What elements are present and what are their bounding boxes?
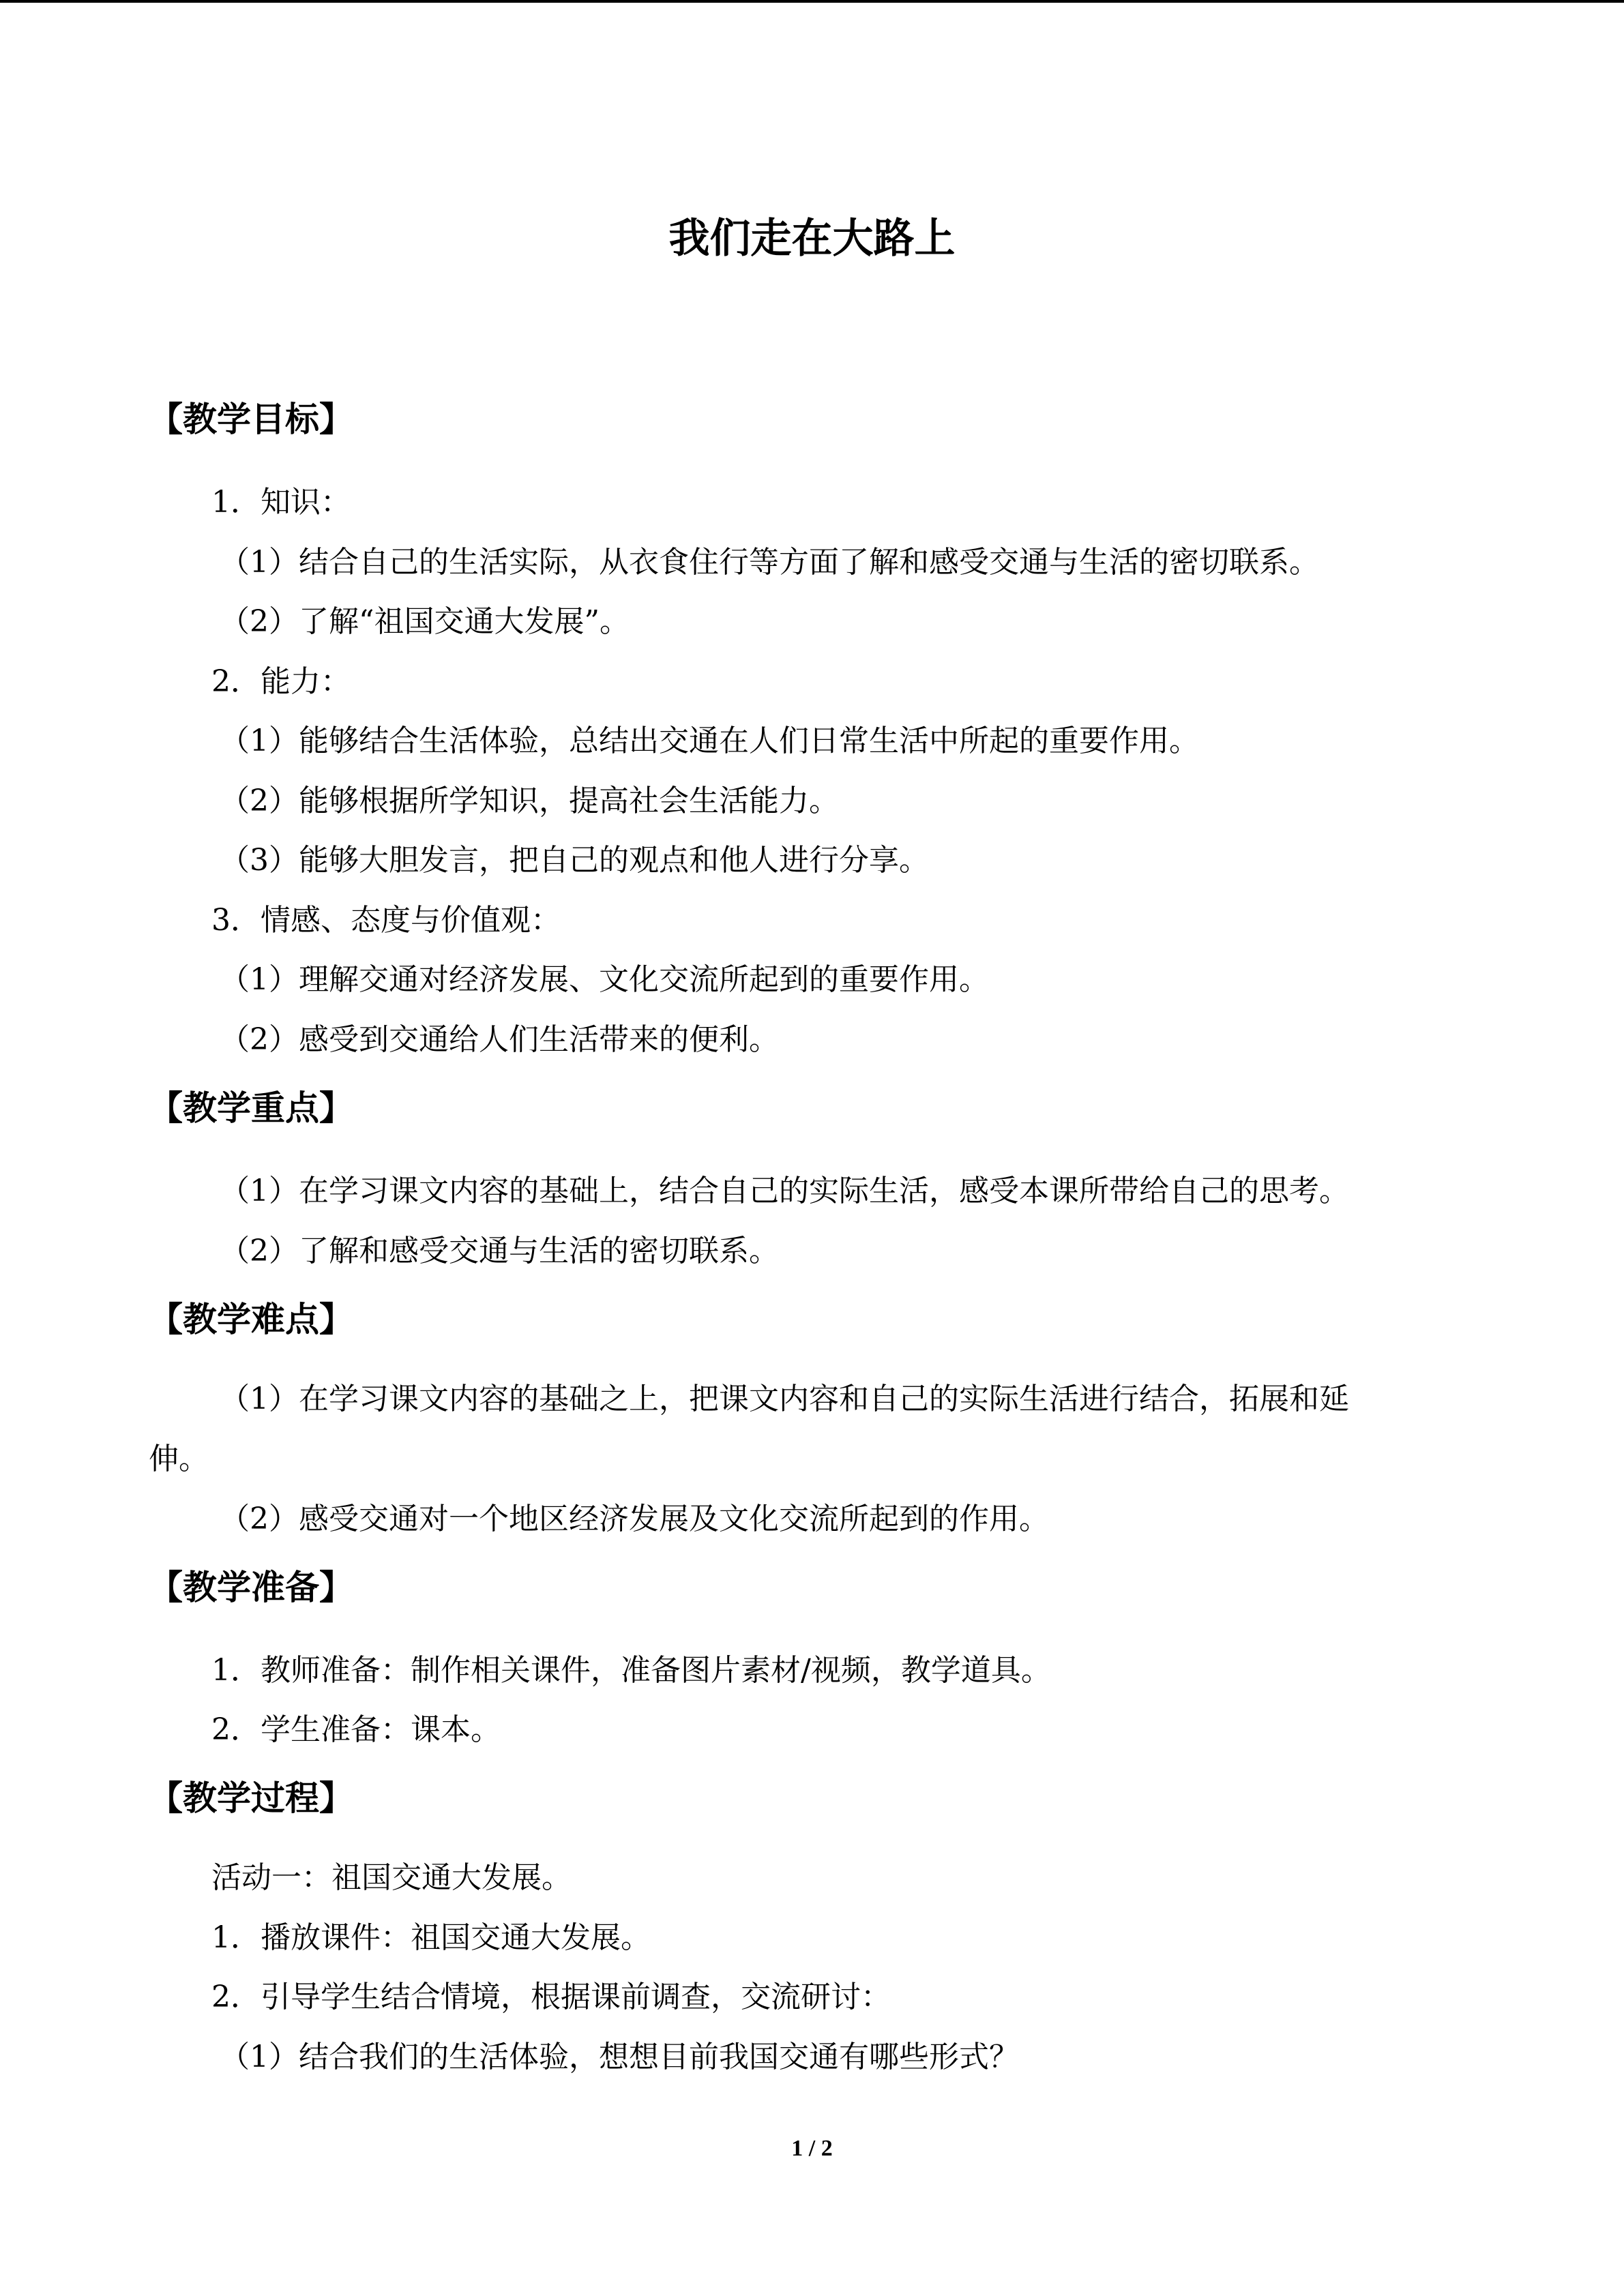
key-points-line: （2）了解和感受交通与生活的密切联系。 (220, 1234, 779, 1268)
process-line: （1）结合我们的生活体验，想想目前我国交通有哪些形式？ (220, 2040, 1019, 2074)
process-line: 2．引导学生结合情境，根据课前调查，交流研讨： (211, 1980, 891, 2014)
key-points-line: （1）在学习课文内容的基础上，结合自己的实际生活，感受本课所带给自己的思考。 (220, 1174, 1349, 1208)
process-line: 1．播放课件：祖国交通大发展。 (211, 1920, 651, 1955)
preparation-line: 2．学生准备：课本。 (211, 1712, 501, 1747)
goals-line: （1）能够结合生活体验，总结出交通在人们日常生活中所起的重要作用。 (220, 724, 1199, 758)
difficulties-line: （1）在学习课文内容的基础之上，把课文内容和自己的实际生活进行结合，拓展和延 (220, 1382, 1349, 1416)
section-heading-preparation: 【教学准备】 (149, 1568, 353, 1607)
goals-line: 2．能力： (211, 664, 351, 699)
goals-line: （2）了解“祖国交通大发展”。 (220, 604, 630, 639)
goals-line: 1．知识： (211, 485, 351, 520)
goals-line: （1）理解交通对经济发展、文化交流所起到的重要作用。 (220, 962, 989, 997)
goals-line: （1）结合自己的生活实际，从衣食住行等方面了解和感受交通与生活的密切联系。 (220, 545, 1319, 580)
section-heading-goals: 【教学目标】 (149, 400, 353, 439)
goals-line: （2）能够根据所学知识，提高社会生活能力。 (220, 784, 839, 818)
difficulties-line: 伸。 (149, 1442, 209, 1476)
page-number: 1 / 2 (791, 2136, 833, 2161)
goals-line: （3）能够大胆发言，把自己的观点和他人进行分享。 (220, 843, 929, 878)
preparation-line: 1．教师准备：制作相关课件，准备图片素材/视频，教学道具。 (211, 1653, 1051, 1688)
section-heading-key-points: 【教学重点】 (149, 1088, 353, 1128)
goals-line: 3．情感、态度与价值观： (211, 903, 561, 938)
goals-line: （2）感受到交通给人们生活带来的便利。 (220, 1022, 779, 1057)
section-heading-difficulties: 【教学难点】 (149, 1300, 353, 1339)
process-line: 活动一：祖国交通大发展。 (211, 1860, 572, 1895)
top-border-line (0, 0, 1624, 3)
page-title: 我们走在大路上 (668, 215, 956, 263)
difficulties-line: （2）感受交通对一个地区经济发展及文化交流所起到的作用。 (220, 1502, 1049, 1536)
section-heading-process: 【教学过程】 (149, 1778, 353, 1818)
